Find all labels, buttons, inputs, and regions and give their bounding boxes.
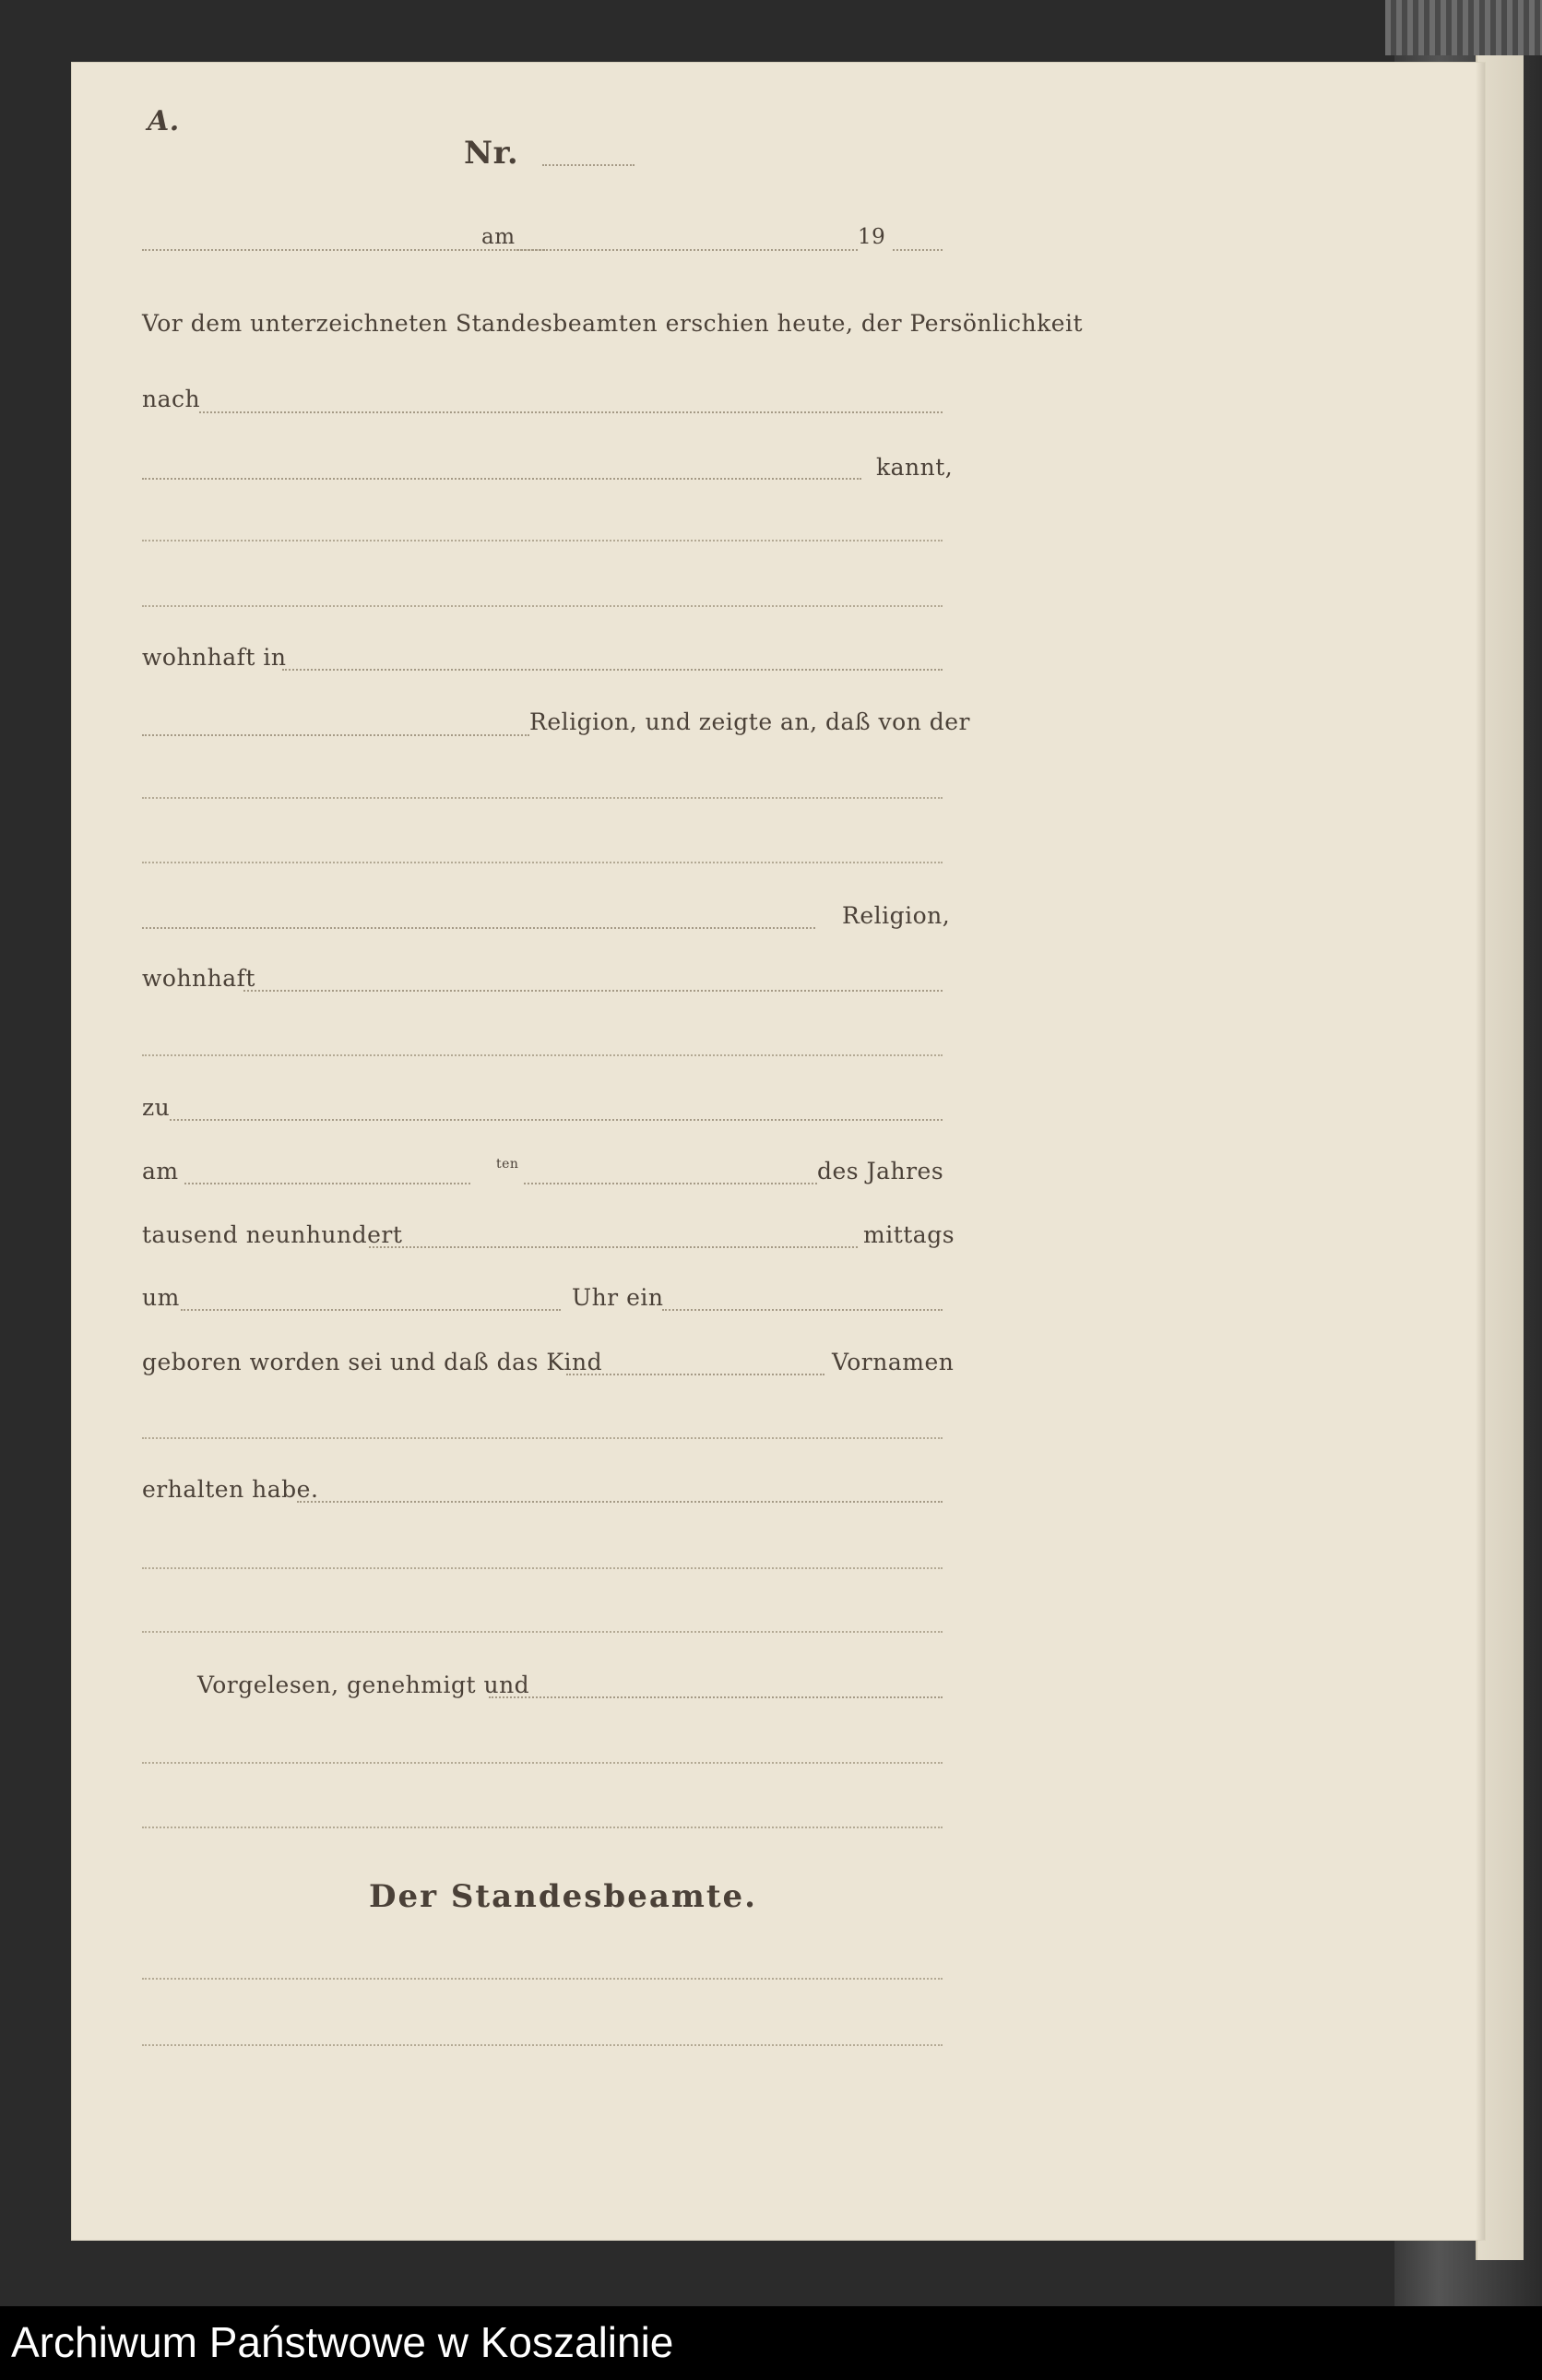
wohnhaft-field (243, 990, 943, 992)
mittags-label: mittags (863, 1221, 955, 1248)
vornamen-label: Vornamen (832, 1349, 955, 1375)
year-field (893, 249, 943, 251)
blank-line-5 (142, 1054, 943, 1056)
residence-field (282, 669, 943, 671)
uhr-ein-label: Uhr ein (572, 1284, 664, 1311)
names-field (142, 1437, 943, 1439)
tausend-label: tausend neunhundert (142, 1221, 403, 1248)
standesbeamte-title: Der Standesbeamte. (369, 1878, 758, 1915)
archive-footer (0, 2306, 1542, 2380)
child-field (566, 1374, 824, 1375)
blank-line-2 (142, 605, 943, 607)
blank-line-1 (142, 540, 943, 541)
religion-field-1 (142, 734, 529, 736)
year-text-field (369, 1246, 858, 1248)
book-spine-texture (1385, 0, 1542, 55)
intro-text: Vor dem unterzeichneten Standesbeamten erschien heute, der Persönlichkeit (142, 310, 1084, 337)
kannt-label: kannt, (876, 454, 954, 481)
des-jahres-label: des Jahres (817, 1158, 944, 1184)
nach-field (199, 411, 943, 413)
zu-label: zu (142, 1094, 171, 1121)
blank-line-4 (142, 862, 943, 863)
place-field (142, 249, 548, 251)
religion-label: Religion, (842, 902, 951, 929)
official-signature-line-1 (142, 1978, 943, 1980)
blank-line-8 (142, 1762, 943, 1764)
erhalten-field (297, 1501, 943, 1503)
blank-line-7 (142, 1631, 943, 1633)
um-label: um (142, 1284, 180, 1311)
date-field (516, 249, 858, 251)
nr-label: Nr. (464, 135, 519, 172)
wohnhaft-label: wohnhaft (142, 965, 255, 992)
year-label: 19 (858, 225, 886, 249)
month-field (524, 1183, 817, 1184)
page-crease (1476, 63, 1485, 2240)
hour-field (181, 1309, 561, 1311)
signature-field (489, 1696, 943, 1698)
erhalten-label: erhalten habe. (142, 1476, 319, 1503)
vorgelesen-text: Vorgelesen, genehmigt und (197, 1672, 530, 1698)
blank-line-9 (142, 1827, 943, 1828)
nr-field (542, 164, 635, 166)
sex-field (662, 1309, 943, 1311)
ten-label: ten (496, 1157, 519, 1172)
am-date-label: am (142, 1158, 179, 1184)
archive-label: Archiwum Państwowe w Koszalinie (11, 2318, 674, 2366)
official-signature-line-2 (142, 2044, 943, 2046)
blank-line-6 (142, 1567, 943, 1569)
nach-label: nach (142, 386, 201, 412)
religion-field-2 (142, 927, 815, 929)
religion-line-text: Religion, und zeigte an, daß von der (529, 708, 970, 735)
zu-field (170, 1119, 943, 1121)
day-field (184, 1183, 470, 1184)
blank-line-3 (142, 797, 943, 799)
identity-field (142, 478, 861, 480)
wohnhaft-in-label: wohnhaft in (142, 644, 287, 671)
page-number: A. (148, 105, 180, 137)
am-label: am (481, 225, 516, 249)
geboren-text: geboren worden sei und daß das Kind (142, 1349, 603, 1375)
document-page (72, 63, 1485, 2240)
